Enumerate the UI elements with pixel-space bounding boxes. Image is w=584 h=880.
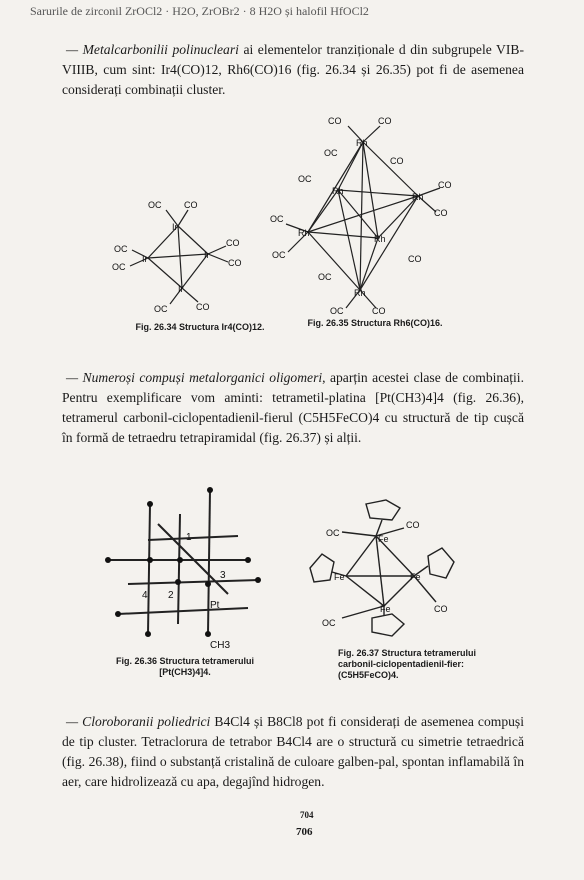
caption-fig-26-36: Fig. 26.36 Structura tetramerului [Pt(CH3)4]4. xyxy=(115,656,255,677)
atom-rh: Rh xyxy=(356,138,368,148)
paragraph-lead: — Numeroși compuși metalorganici oligomeri xyxy=(66,370,323,385)
ligand-oc: OC xyxy=(318,272,332,282)
position-label: 3 xyxy=(220,570,226,581)
ligand-oc: OC xyxy=(324,148,338,158)
ligand-co: CO xyxy=(434,604,448,614)
atom-rh: Rh xyxy=(354,288,366,298)
paragraph-lead: — Cloroboranii poliedrici xyxy=(66,714,211,729)
ligand-co: CO xyxy=(228,258,242,268)
ligand-co: CO xyxy=(372,306,386,316)
figure-ir4co12 xyxy=(108,198,268,318)
ligand-oc: OC xyxy=(114,244,128,254)
atom-rh: Rh xyxy=(298,228,310,238)
figure-pt-tetramer xyxy=(98,484,268,654)
ligand-oc: OC xyxy=(270,214,284,224)
paragraph-chloroboranes xyxy=(62,712,524,792)
figure-fe-cluster xyxy=(296,496,466,646)
top-fragment: Sarurile de zirconil ZrOCl2 · H2O, ZrOBr2 · 8 H2O și halofil HfOCl2 xyxy=(30,4,369,18)
atom-fe: Fe xyxy=(334,572,345,582)
atom-ir: Ir xyxy=(142,254,148,264)
ligand-oc: OC xyxy=(330,306,344,316)
atom-fe: Fe xyxy=(380,604,391,614)
atom-ir: Ir xyxy=(178,284,184,294)
ligand-co: CO xyxy=(328,116,342,126)
paragraph-text: , aparțin acestei clase de combinații. Pentru exemplificare vom aminti: tetrametil-platina [Pt(CH3)4]4 (fig. 26.36), tetramerul carbonil-ciclopentadienil-fierul (C5H5FeCO)4 cu structură de tip cușcă în formă de tetraedru tetrapiramidal (fig. 26.37) și alții. xyxy=(62,370,524,445)
ligand-co: CO xyxy=(434,208,448,218)
ligand-co: CO xyxy=(184,200,198,210)
paragraph-text: ai elementelor tranziționale d din subgrupele VIB-VIIIB, cum sint: Ir4(CO)12, Rh6(CO)16 (fig. 26.34 și 26.35) pot fi de asemenea considerați combinații cluster. xyxy=(62,42,524,97)
ligand-oc: OC xyxy=(272,250,286,260)
atom-ir: Ir xyxy=(172,222,178,232)
atom-fe: Fe xyxy=(410,572,421,582)
paragraph-lead: — Metalcarbonilii polinucleari xyxy=(66,42,239,57)
atom-rh: Rh xyxy=(374,234,386,244)
ligand-co: CO xyxy=(226,238,240,248)
atom-ir: Ir xyxy=(204,250,210,260)
ligand-oc: OC xyxy=(322,618,336,628)
paragraph-metalcarbonyls xyxy=(62,40,524,100)
ligand-oc: OC xyxy=(154,304,168,314)
ligand-oc: OC xyxy=(148,200,162,210)
methyl-group: CH3 xyxy=(210,640,231,651)
ligand-co: CO xyxy=(196,302,210,312)
ligand-oc: OC xyxy=(298,174,312,184)
paragraph-text: B4Cl4 și B8Cl8 pot fi considerați de asemenea compuși de tip cluster. Tetraclorura de tetrabor B4Cl4 are o structură cu simetrie tetraedrică (fig. 26.38), fiind o substanță cristalină de culoare galben-pal, spontan inflamabilă în aer, care hidrolizează cu apa, degajînd hidrogen. xyxy=(62,714,524,789)
ligand-oc: OC xyxy=(112,262,126,272)
caption-fig-26-34: Fig. 26.34 Structura Ir4(CO)12. xyxy=(135,322,265,332)
page-number: 706 xyxy=(296,826,313,838)
caption-fig-26-35: Fig. 26.35 Structura Rh6(CO)16. xyxy=(307,318,443,328)
atom-rh: Rh xyxy=(412,192,424,202)
ligand-co: CO xyxy=(406,520,420,530)
ligand-oc: OC xyxy=(326,528,340,538)
figure-rh6co16 xyxy=(268,112,458,317)
ligand-co: CO xyxy=(438,180,452,190)
ligand-co: CO xyxy=(378,116,392,126)
page-number-small: 704 xyxy=(300,810,314,820)
paragraph-oligomers xyxy=(62,368,524,448)
atom-pt: Pt xyxy=(210,600,220,611)
ligand-co: CO xyxy=(408,254,422,264)
atom-fe: Fe xyxy=(378,534,389,544)
caption-fig-26-37: Fig. 26.37 Structura tetramerului carbonil-ciclopentadienil-fier: (C5H5FeCO)4. xyxy=(338,648,477,680)
atom-rh: Rh xyxy=(332,186,344,196)
position-label: 1 xyxy=(186,532,192,543)
position-label: 4 xyxy=(142,590,148,601)
position-label: 2 xyxy=(168,590,174,601)
ligand-co: CO xyxy=(390,156,404,166)
